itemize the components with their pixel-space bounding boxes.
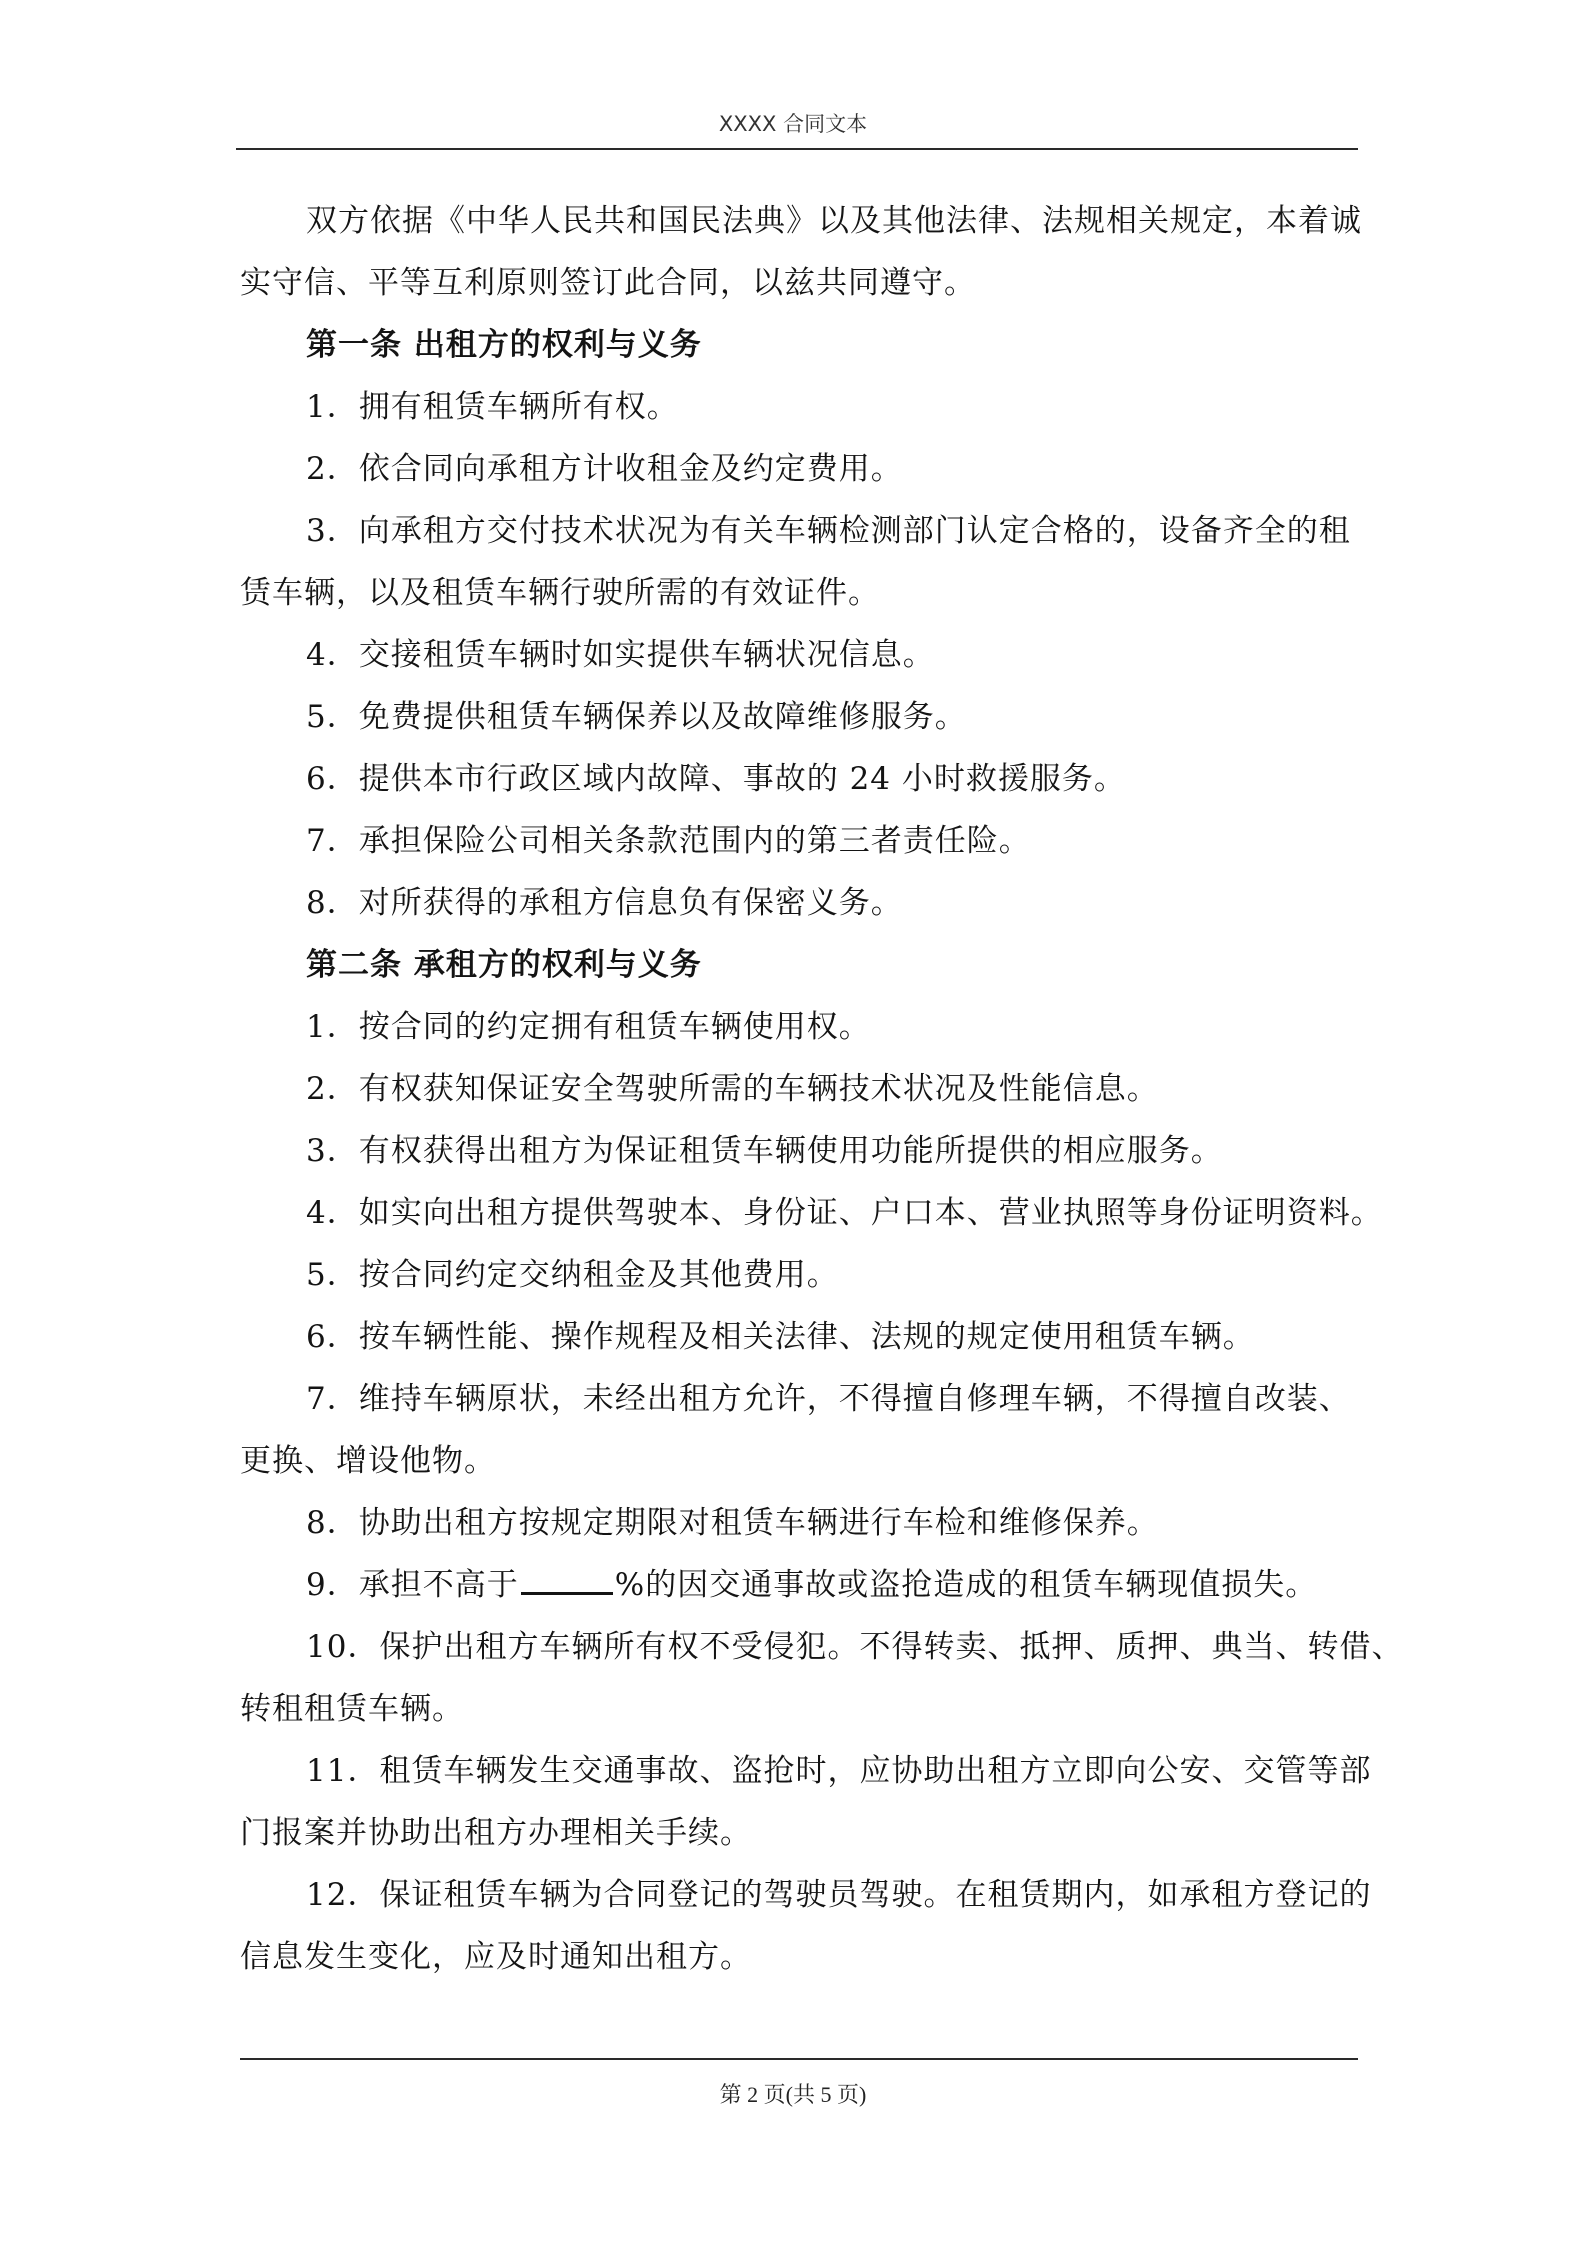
article2-item9 [240, 1554, 1360, 1616]
header-divider [236, 148, 1358, 150]
article1-item2: 2．依合同向承租方计收租金及约定费用。 [306, 451, 903, 487]
contract-body [240, 190, 1404, 1988]
article1-item6: 6．提供本市行政区域内故障、事故的 24 小时救援服务。 [306, 761, 1126, 797]
article2-item10-line2: 转租租赁车辆。 [240, 1691, 464, 1727]
intro-paragraph-line2: 实守信、平等互利原则签订此合同，以兹共同遵守。 [240, 265, 976, 301]
article2-item2: 2．有权获知保证安全驾驶所需的车辆技术状况及性能信息。 [306, 1071, 1159, 1107]
article1-heading: 第一条 出租方的权利与义务 [306, 327, 702, 363]
article2-item9-prefix: 9．承担不高于 [306, 1567, 519, 1603]
article2-item7-line2: 更换、增设他物。 [240, 1443, 496, 1479]
article2-item10-line1: 10．保护出租方车辆所有权不受侵犯。不得转卖、抵押、质押、典当、转借、 [306, 1629, 1404, 1665]
intro-paragraph-line1: 双方依据《中华人民共和国民法典》以及其他法律、法规相关规定，本着诚 [306, 203, 1362, 239]
article1-item8: 8．对所获得的承租方信息负有保密义务。 [306, 885, 903, 921]
article1-item4: 4．交接租赁车辆时如实提供车辆状况信息。 [306, 637, 935, 673]
article2-item4: 4．如实向出租方提供驾驶本、身份证、户口本、营业执照等身份证明资料。 [306, 1195, 1383, 1231]
article2-item12-line1: 12．保证租赁车辆为合同登记的驾驶员驾驶。在租赁期内，如承租方登记的 [306, 1877, 1372, 1913]
article1-item1: 1．拥有租赁车辆所有权。 [306, 389, 679, 425]
article2-item6: 6．按车辆性能、操作规程及相关法律、法规的规定使用租赁车辆。 [306, 1319, 1255, 1355]
article2-item8: 8．协助出租方按规定期限对租赁车辆进行车检和维修保养。 [306, 1505, 1159, 1541]
article1-item3-line2: 赁车辆，以及租赁车辆行驶所需的有效证件。 [240, 575, 880, 611]
article2-item5: 5．按合同约定交纳租金及其他费用。 [306, 1257, 839, 1293]
percentage-blank-field[interactable] [521, 1566, 613, 1595]
header-title: XXXX 合同文本 [718, 112, 868, 136]
article2-heading: 第二条 承租方的权利与义务 [306, 947, 702, 983]
page-number: 第 2 页(共 5 页) [719, 2082, 867, 2107]
article2-item12-line2: 信息发生变化，应及时通知出租方。 [240, 1939, 752, 1975]
article1-item3-line1: 3．向承租方交付技术状况为有关车辆检测部门认定合格的，设备齐全的租 [306, 513, 1351, 549]
article2-item3: 3．有权获得出租方为保证租赁车辆使用功能所提供的相应服务。 [306, 1133, 1223, 1169]
article2-item11-line1: 11．租赁车辆发生交通事故、盗抢时，应协助出租方立即向公安、交管等部 [306, 1753, 1372, 1789]
article2-item1: 1．按合同的约定拥有租赁车辆使用权。 [306, 1009, 871, 1045]
article2-item11-line2: 门报案并协助出租方办理相关手续。 [240, 1815, 752, 1851]
article2-item7-line1: 7．维持车辆原状，未经出租方允许，不得擅自修理车辆，不得擅自改装、 [306, 1381, 1351, 1417]
article2-item9-suffix: %的因交通事故或盗抢造成的租赁车辆现值损失。 [614, 1567, 1318, 1603]
footer-divider [240, 2058, 1358, 2060]
article1-item5: 5．免费提供租赁车辆保养以及故障维修服务。 [306, 699, 967, 735]
article1-item7: 7．承担保险公司相关条款范围内的第三者责任险。 [306, 823, 1031, 859]
